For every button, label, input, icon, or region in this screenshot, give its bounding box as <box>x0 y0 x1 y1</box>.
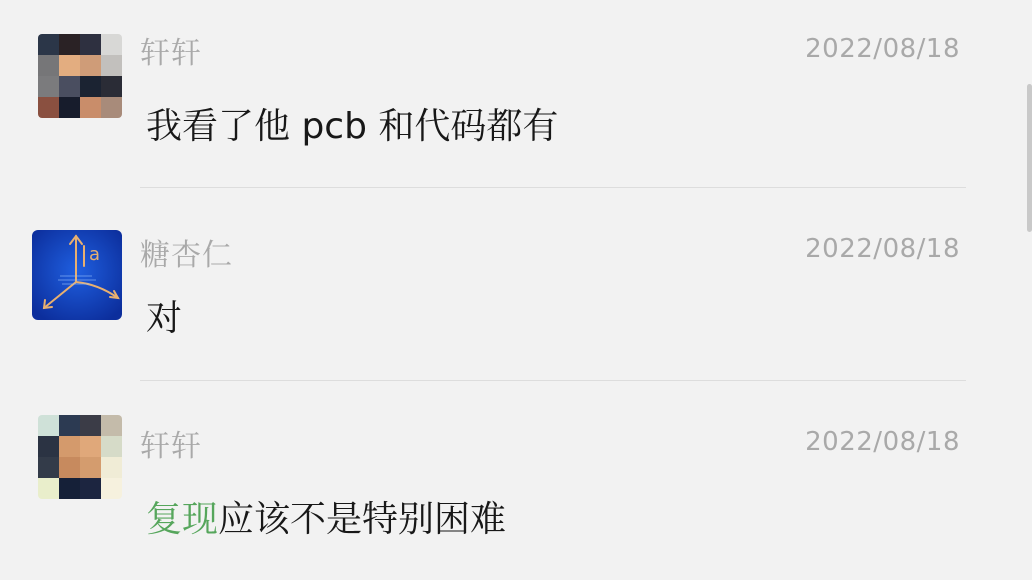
message-row[interactable] <box>0 381 1032 580</box>
avatar[interactable] <box>32 230 122 320</box>
message-time: 2022/08/18 <box>805 34 960 64</box>
message-row[interactable] <box>0 188 1032 380</box>
sender-name: 糖杏仁 <box>140 238 233 273</box>
sender-name: 轩轩 <box>140 36 202 71</box>
message-text-rest: 应该不是特别困难 <box>218 499 507 540</box>
avatar-letter: a <box>89 244 101 265</box>
message-time: 2022/08/18 <box>805 427 960 457</box>
avatar-image <box>32 230 122 320</box>
message-time: 2022/08/18 <box>805 234 960 264</box>
message-text <box>146 491 506 542</box>
avatar[interactable] <box>38 34 122 118</box>
scrollbar[interactable] <box>1027 84 1032 232</box>
message-text: 对 <box>146 298 183 339</box>
highlighted-keyword: 复现 <box>146 499 219 540</box>
message-row[interactable] <box>0 0 1032 188</box>
avatar[interactable] <box>38 415 122 499</box>
sender-name: 轩轩 <box>140 429 202 464</box>
message-text: 我看了他 pcb 和代码都有 <box>146 106 559 147</box>
